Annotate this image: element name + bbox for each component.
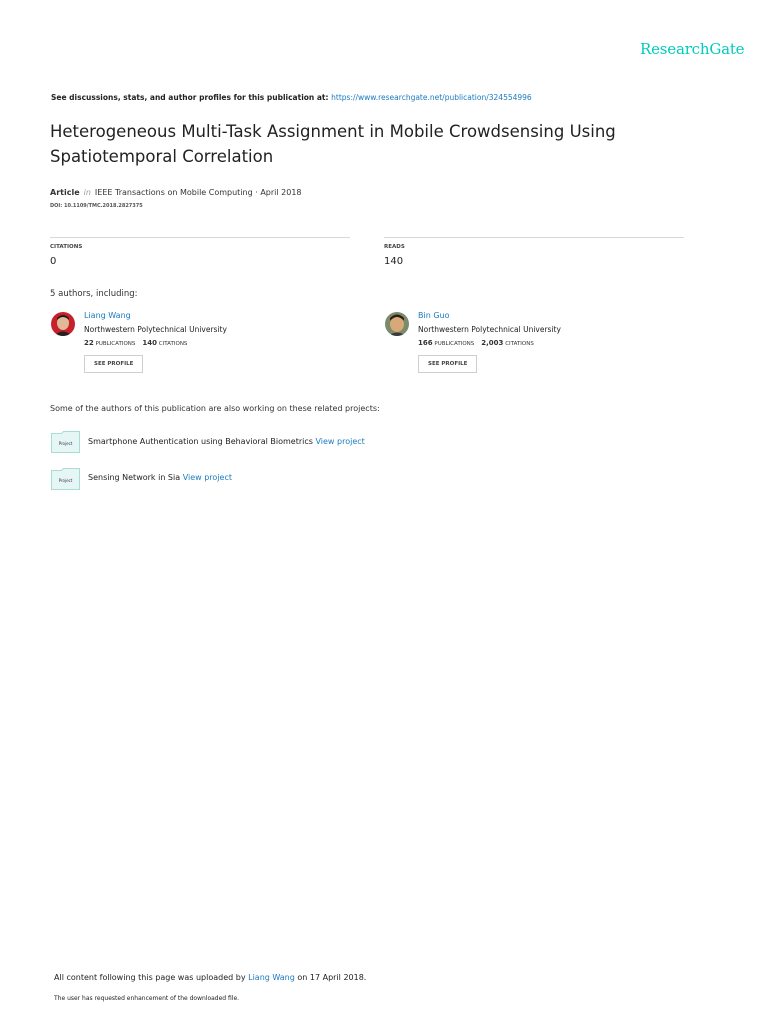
upload-note <box>54 973 366 982</box>
publications-count: 22 <box>84 339 94 347</box>
author-name-link[interactable]: Bin Guo <box>418 311 450 320</box>
enhancement-note: The user has requested enhancement of the downloaded file. <box>54 995 240 1002</box>
project-icon-label: Project <box>58 478 73 483</box>
reads-label: READS <box>384 244 405 250</box>
divider-right <box>384 237 684 238</box>
author-affiliation: Northwestern Polytechnical University <box>84 325 227 334</box>
citations-value: 0 <box>50 256 57 267</box>
project-folder-icon <box>51 468 80 490</box>
citations-count: 140 <box>142 339 158 347</box>
avatar[interactable] <box>385 312 409 336</box>
reads-value: 140 <box>384 256 404 267</box>
authors-heading: 5 authors, including: <box>50 289 138 299</box>
uploader-link[interactable]: Liang Wang <box>248 973 295 982</box>
author-affiliation: Northwestern Polytechnical University <box>418 325 561 334</box>
publications-label: PUBLICATIONS <box>95 341 136 347</box>
avatar[interactable] <box>51 312 75 336</box>
author-photo-icon <box>385 312 409 336</box>
project-folder-icon <box>51 431 80 453</box>
see-profile-button[interactable]: SEE PROFILE <box>84 355 143 373</box>
discussion-line <box>51 93 532 102</box>
paper-type: Article <box>50 188 80 197</box>
author-photo-icon <box>51 312 75 336</box>
discussion-text: See discussions, stats, and author profiles for this publication at: <box>51 93 329 102</box>
upload-suffix: on 17 April 2018. <box>297 973 367 982</box>
view-project-link[interactable]: View project <box>182 473 232 482</box>
upload-prefix: All content following this page was uploaded by <box>54 973 246 982</box>
in-label: in <box>83 188 91 197</box>
citations-label: CITATIONS <box>158 341 188 347</box>
paper-meta <box>50 188 302 197</box>
author-counts <box>418 339 534 347</box>
researchgate-logo[interactable]: ResearchGate <box>640 40 745 58</box>
project-icon-label: Project <box>58 441 73 446</box>
see-profile-button[interactable]: SEE PROFILE <box>418 355 477 373</box>
citations-count: 2,003 <box>481 339 504 347</box>
project-item <box>88 473 232 482</box>
publications-count: 166 <box>418 339 433 347</box>
publication-url-link[interactable]: https://www.researchgate.net/publication/324554996 <box>331 93 532 102</box>
publications-label: PUBLICATIONS <box>434 341 475 347</box>
project-item <box>88 437 365 446</box>
author-name-link[interactable]: Liang Wang <box>84 311 131 320</box>
paper-venue: IEEE Transactions on Mobile Computing · April 2018 <box>94 188 302 197</box>
paper-title: Heterogeneous Multi-Task Assignment in Mobile Crowdsensing Using Spatiotemporal Correlation <box>50 122 616 166</box>
citations-label: CITATIONS <box>50 244 83 250</box>
project-title: Sensing Network in Sia <box>88 473 181 482</box>
citations-label: CITATIONS <box>505 341 534 347</box>
author-counts <box>84 339 187 347</box>
view-project-link[interactable]: View project <box>315 437 365 446</box>
divider-left <box>50 237 350 238</box>
project-title: Smartphone Authentication using Behavioral Biometrics <box>88 437 313 446</box>
related-projects-heading: Some of the authors of this publication are also working on these related projects: <box>50 404 380 413</box>
paper-doi: DOI: 10.1109/TMC.2018.2827375 <box>50 203 143 209</box>
